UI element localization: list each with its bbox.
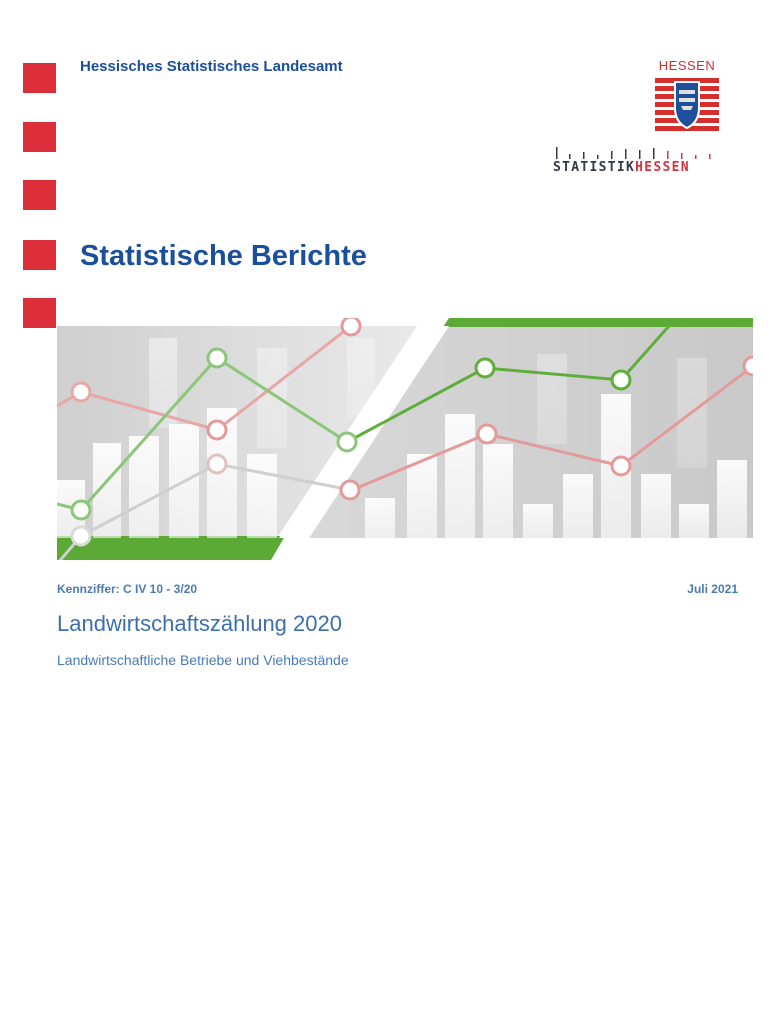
organization-name: Hessisches Statistisches Landesamt (80, 58, 343, 75)
decor-square-2 (23, 122, 56, 152)
decor-square-4 (23, 240, 56, 270)
cover-banner-image (57, 318, 753, 560)
statistik-hessen-logo (553, 146, 723, 184)
hessen-coat-of-arms-icon (655, 78, 719, 132)
series-title: Statistische Berichte (80, 240, 367, 272)
report-subtitle: Landwirtschaftliche Betriebe und Viehbestände (57, 652, 349, 668)
statistik-logo-text: STATISTIK (553, 160, 636, 175)
decor-square-3 (23, 180, 56, 210)
decor-square-5 (23, 298, 56, 328)
decor-square-1 (23, 63, 56, 93)
statistik-logo-bars-icon (553, 146, 723, 160)
hessen-logo (652, 58, 722, 73)
hessen-logo-red-text: HESSEN (635, 160, 690, 175)
report-title: Landwirtschaftszählung 2020 (57, 611, 342, 636)
kennziffer: Kennziffer: C IV 10 - 3/20 (57, 582, 198, 596)
publication-date: Juli 2021 (687, 582, 738, 596)
hessen-logo-text: HESSEN (658, 58, 716, 73)
